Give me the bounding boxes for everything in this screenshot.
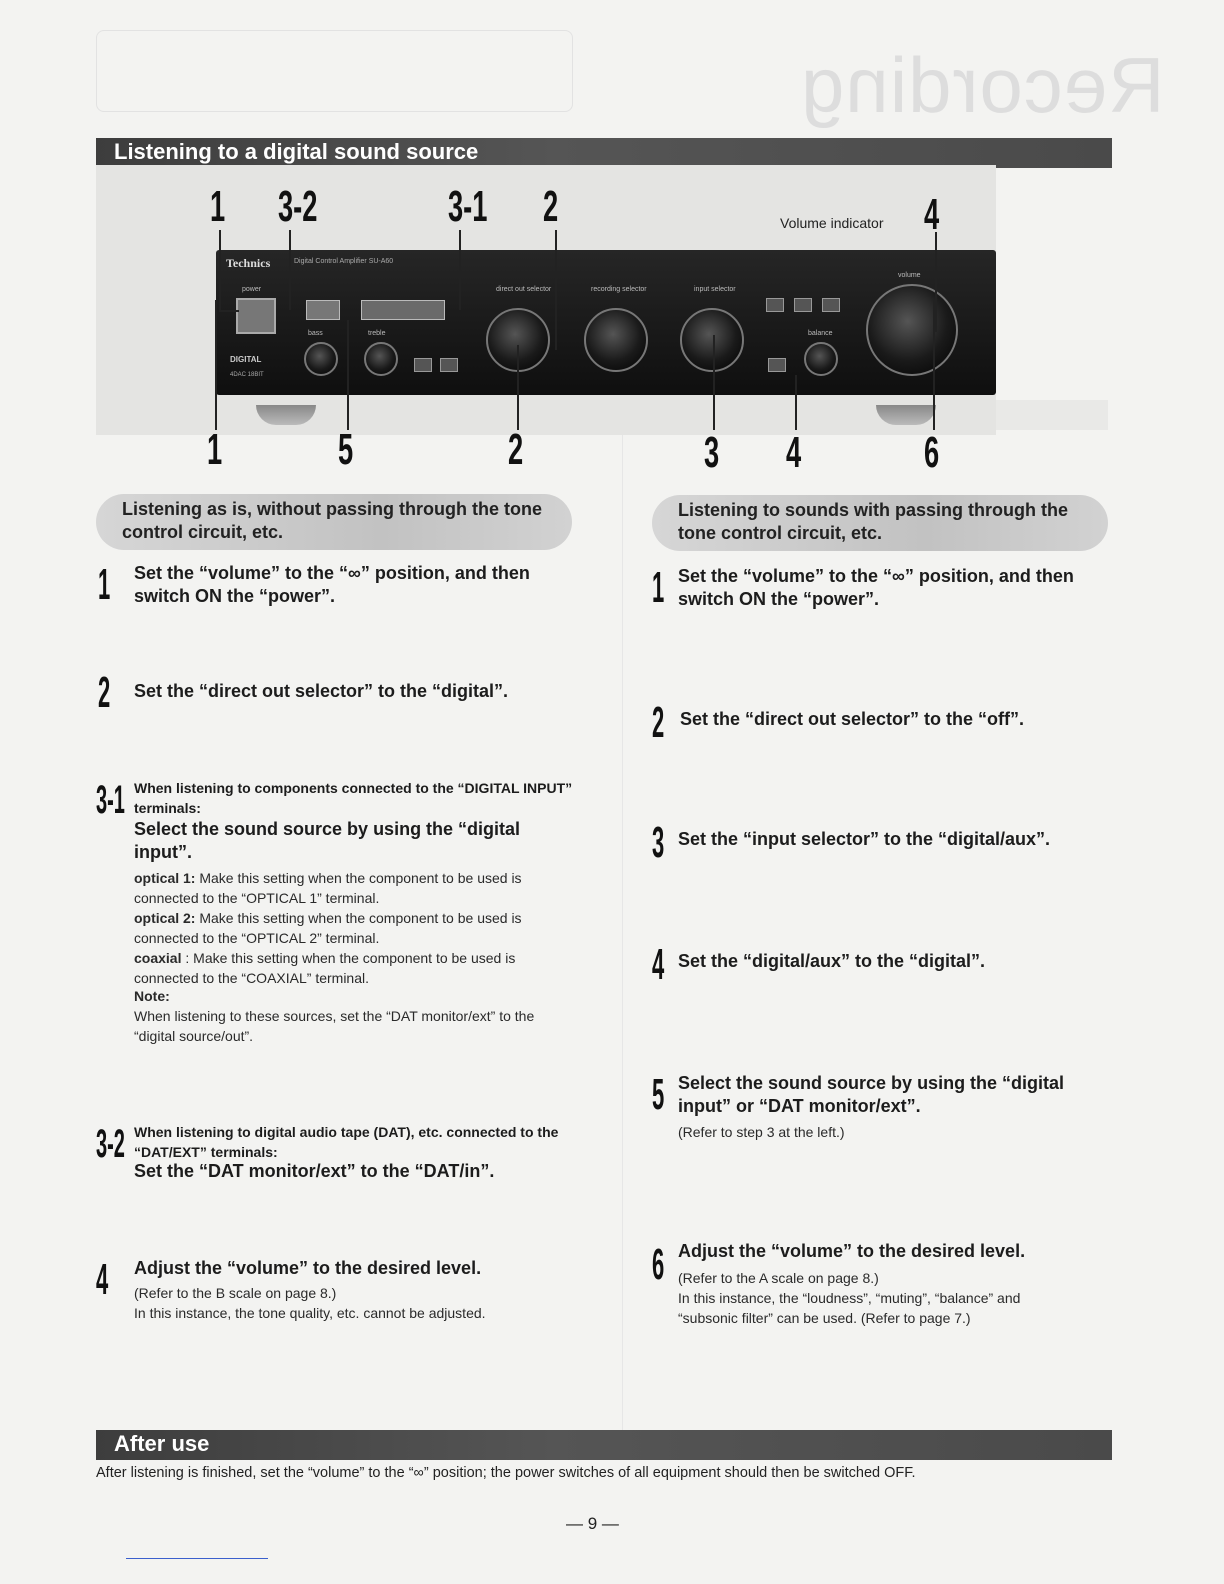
digital-aux-button[interactable] <box>768 358 786 372</box>
brand-logo: Technics <box>226 256 271 270</box>
leader-line <box>459 230 461 310</box>
step-title: Select the sound source by using the “digital input” or “DAT monitor/ext”. <box>678 1073 1065 1116</box>
input-selector-label: input selector <box>694 286 736 293</box>
step-number: 1 <box>652 563 665 612</box>
callout-bottom-3: 3 <box>704 428 720 477</box>
option-text: Make this setting when the component to be used is connected to the “OPTICAL 2” terminal. <box>134 910 522 946</box>
callout-bottom-6: 6 <box>924 428 940 477</box>
step-title: Select the sound source by using the “digital input”. <box>134 819 521 862</box>
bass-knob[interactable] <box>304 342 338 376</box>
amp-foot-right <box>876 405 936 425</box>
recording-selector-knob[interactable] <box>584 308 648 372</box>
ghost-title: Recording <box>800 41 1165 129</box>
leader-line <box>215 300 217 430</box>
option-optical-2 <box>134 908 574 948</box>
leader-line <box>289 230 291 310</box>
tone-button[interactable] <box>414 358 432 372</box>
volume-indicator-label: Volume indicator <box>780 215 884 231</box>
step-number: 1 <box>98 560 111 609</box>
step-sub: (Refer to step 3 at the left.) <box>678 1124 845 1140</box>
step-number: 5 <box>652 1070 665 1119</box>
volume-knob[interactable] <box>866 284 958 376</box>
step-sub: (Refer to the A scale on page 8.) <box>678 1270 879 1286</box>
leader-line <box>517 345 519 430</box>
model-label: Digital Control Amplifier SU-A60 <box>294 258 394 265</box>
step-lead: When listening to digital audio tape (DAT), etc. connected to the “DAT/EXT” terminals: <box>134 1124 559 1160</box>
callout-top-2: 2 <box>543 182 559 231</box>
option-key: optical 2: <box>134 910 196 926</box>
volume-label: volume <box>898 272 921 279</box>
option-key: optical 1: <box>134 870 196 886</box>
balance-label: balance <box>808 330 833 337</box>
power-button[interactable] <box>236 298 276 334</box>
step-title: Set the “direct out selector” to the “digital”. <box>134 681 509 701</box>
leader-line <box>219 310 239 312</box>
leader-line <box>713 335 715 430</box>
step-title: Set the “digital/aux” to the “digital”. <box>678 951 986 971</box>
balance-knob[interactable] <box>804 342 838 376</box>
option-optical-1 <box>134 868 574 908</box>
dac-logo: 4DAC 18BIT <box>230 372 264 378</box>
dat-monitor-button[interactable] <box>306 300 340 320</box>
step-title: Set the “DAT monitor/ext” to the “DAT/in”. <box>134 1161 495 1181</box>
right-heading-pill <box>652 495 1108 551</box>
step-sub: In this instance, the tone quality, etc. cannot be adjusted. <box>134 1305 486 1321</box>
bass-label: bass <box>308 330 323 337</box>
treble-label: treble <box>368 330 386 337</box>
after-use-header <box>96 1430 1112 1460</box>
step-title: Set the “direct out selector” to the “off”. <box>680 709 1025 729</box>
step-number: 3 <box>652 818 665 867</box>
callout-bottom-5: 5 <box>338 425 354 474</box>
step-number: 3-2 <box>96 1122 125 1166</box>
leader-line <box>219 230 221 310</box>
option-text: Make this setting when the component to be used is connected to the “OPTICAL 1” terminal. <box>134 870 522 906</box>
callout-top-4: 4 <box>924 190 940 239</box>
note-label: Note: <box>134 988 170 1004</box>
callout-top-3-1: 3-1 <box>448 182 488 231</box>
phono-button[interactable] <box>766 298 784 312</box>
digital-input-buttons[interactable] <box>361 300 445 320</box>
callout-top-1: 1 <box>210 182 226 231</box>
recording-selector-label: recording selector <box>591 286 647 293</box>
section-title: Listening to a digital sound source <box>114 139 479 164</box>
step-number: 4 <box>96 1255 109 1304</box>
leader-line <box>933 300 935 430</box>
section-header <box>96 138 1112 168</box>
amp-foot-left <box>256 405 316 425</box>
loudness-button[interactable] <box>794 298 812 312</box>
leader-line <box>935 232 937 332</box>
treble-knob[interactable] <box>364 342 398 376</box>
amplifier-front-panel <box>216 250 996 395</box>
page-number: — 9 — <box>566 1514 619 1533</box>
callout-bottom-1: 1 <box>207 425 223 474</box>
digital-logo: DIGITAL <box>230 355 262 364</box>
callout-top-3-2: 3-2 <box>278 182 318 231</box>
option-text: : Make this setting when the component to be used is connected to the “COAXIAL” terminal. <box>134 950 516 986</box>
step-sub: (Refer to the B scale on page 8.) <box>134 1285 337 1301</box>
step-title: Set the “volume” to the “∞” position, and then switch ON the “power”. <box>134 563 530 606</box>
step-title: Adjust the “volume” to the desired level. <box>678 1241 1026 1261</box>
subsonic-button[interactable] <box>440 358 458 372</box>
after-use-text: After listening is finished, set the “volume” to the “∞” position; the power switches of all equipment should then be switched OFF. <box>96 1465 916 1481</box>
step-number: 4 <box>652 940 665 989</box>
direct-out-label: direct out selector <box>496 286 552 293</box>
callout-bottom-2: 2 <box>508 425 524 474</box>
input-selector-knob[interactable] <box>680 308 744 372</box>
left-heading: Listening as is, without passing through the tone control circuit, etc. <box>122 499 543 542</box>
option-coaxial <box>134 948 574 988</box>
leader-line <box>795 375 797 430</box>
step-number: 2 <box>652 698 665 747</box>
step-number: 3-1 <box>96 778 125 822</box>
step-lead: When listening to components connected to the “DIGITAL INPUT” terminals: <box>134 780 573 816</box>
leader-line <box>347 320 349 430</box>
step-title: Adjust the “volume” to the desired level. <box>134 1258 482 1278</box>
step-title: Set the “input selector” to the “digital/aux”. <box>678 829 1051 849</box>
left-heading-pill <box>96 494 572 550</box>
ghost-note-box <box>96 30 573 112</box>
muting-button[interactable] <box>822 298 840 312</box>
step-sub: In this instance, the “loudness”, “muting”, “balance” and “subsonic filter” can be used. (Refer to page 7.) <box>678 1290 1021 1326</box>
right-heading: Listening to sounds with passing through the tone control circuit, etc. <box>678 500 1068 543</box>
callout-bottom-4: 4 <box>786 428 802 477</box>
step-number: 2 <box>98 668 111 717</box>
step-number: 6 <box>652 1240 665 1289</box>
power-label: power <box>242 286 262 293</box>
option-key: coaxial <box>134 950 182 966</box>
bottom-link-line <box>126 1558 268 1559</box>
after-use-title: After use <box>114 1431 210 1456</box>
step-title: Set the “volume” to the “∞” position, and then switch ON the “power”. <box>678 566 1074 609</box>
leader-line <box>555 230 557 350</box>
note-text: When listening to these sources, set the “DAT monitor/ext” to the “digital source/out”. <box>134 1008 535 1044</box>
